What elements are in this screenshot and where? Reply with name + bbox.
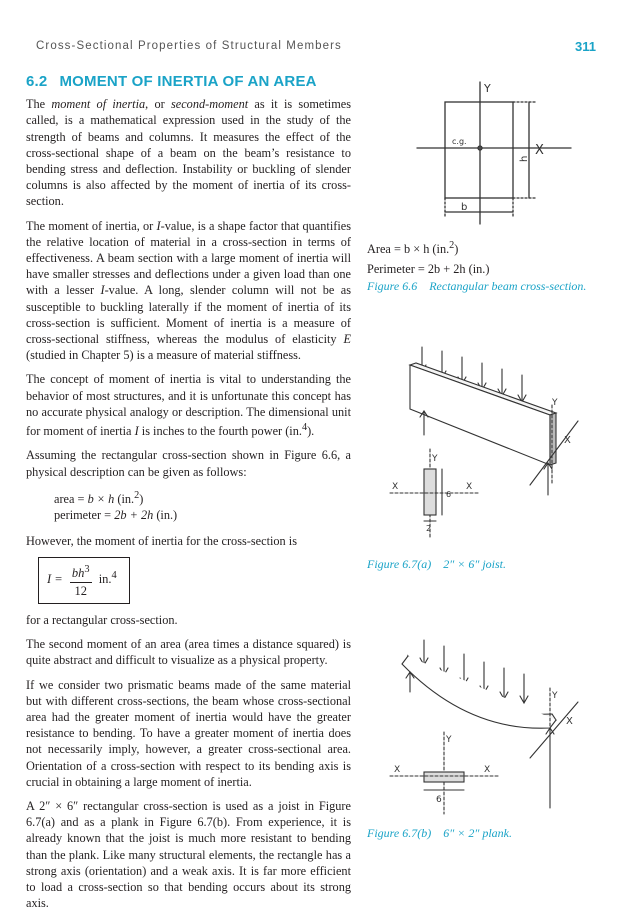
term-e: E	[343, 332, 351, 347]
paragraph-2	[26, 218, 351, 364]
eq-text: )	[139, 491, 144, 506]
paragraph-3	[26, 371, 351, 439]
term-second-moment: second-moment	[170, 97, 249, 112]
fig66-area-line	[367, 236, 489, 259]
formula-unit: in.	[95, 572, 112, 587]
caption-text: 2″ × 6″ joist.	[443, 557, 506, 571]
term-moment-of-inertia: moment of inertia	[51, 97, 146, 112]
text-run: The	[26, 97, 52, 112]
fig66-h-label: h	[519, 155, 530, 162]
body-column	[26, 74, 351, 919]
eq-text: (in.)	[153, 508, 178, 523]
superscript: 2	[449, 240, 455, 251]
fig67a-x-label: X	[392, 482, 399, 492]
text-run: -value. A long, slender column will not be as susceptible to buckling laterally if the moment of inertia of its cross-section is sufficient. Moment of inertia is a measure of cross-sectional stiffness, whereas the modulus of elasticity	[26, 283, 351, 347]
term-i: I	[156, 218, 161, 233]
fig66-area-text: Area = b × h (in.	[367, 242, 450, 257]
caption-text: 6″ × 2″ plank.	[443, 826, 512, 840]
superscript: 2	[134, 489, 140, 501]
paragraph-8: If we consider two prismatic beams made of the same material but with different cross-sections, the beam whose cross-sectional area had the greater moment of inertia would have the greater resistance to bending. To have a greater moment of inertia does not necessarily imply, however, a greater cross-sectional area. Orientation of a cross-section with respect to its bending axis is crucial in obtaining a large moment of inertia.	[26, 677, 351, 789]
eq-text: (in.	[114, 491, 135, 506]
caption-label: Figure 6.7(b)	[367, 826, 432, 840]
caption-label: Figure 6.6	[367, 279, 418, 293]
fig67a-x-label-right: X	[466, 482, 473, 492]
superscript: 4	[111, 570, 117, 582]
text-run: is inches to the fourth power (in.	[138, 424, 302, 439]
formula-lhs: I =	[47, 572, 66, 587]
fig66-cg-label: c.g.	[452, 137, 467, 146]
text-run: The concept of moment of inertia is vital to understanding the behavior of most structures, and it is unfortunate this concept has no accurate physical analogy or description. The dimensional unit for moment of inertia	[26, 372, 351, 439]
fig66-y-label: Y	[484, 82, 491, 95]
section-title-text: MOMENT OF INERTIA OF AN AREA	[59, 73, 317, 90]
fig67a-x-label-end: X	[564, 435, 571, 446]
fig67b-y-label: Y	[446, 735, 452, 745]
fig66-perimeter-line: Perimeter = 2b + 2h (in.)	[367, 262, 490, 277]
paragraph-7: The second moment of an area (area times a distance squared) is quite abstract and difficult to visualize as a physical property.	[26, 637, 351, 668]
running-head: Cross-Sectional Properties of Structural Members	[36, 40, 342, 52]
superscript: 3	[84, 564, 90, 576]
figure-6-6-drawing	[395, 78, 585, 228]
moment-of-inertia-formula	[38, 557, 130, 604]
fig67b-x-label-right: X	[484, 765, 491, 775]
paragraph-4: Assuming the rectangular cross-section shown in Figure 6.6, a physical description can be given as follows:	[26, 448, 351, 479]
paragraph-1	[26, 96, 351, 209]
text-run: , or	[145, 97, 171, 112]
term-i: I	[100, 283, 105, 298]
eq-expr: b × h	[87, 491, 115, 506]
caption-label: Figure 6.7(a)	[367, 557, 432, 571]
fig66-b-label: b	[461, 202, 468, 213]
fig67b-x-label-end: X	[566, 716, 573, 727]
formula-numerator	[70, 562, 92, 582]
section-title	[26, 74, 351, 90]
text-run: The moment of inertia, or	[26, 218, 157, 233]
paragraph-5: However, the moment of inertia for the cross-section is	[26, 534, 297, 549]
figure-6-6-caption	[367, 279, 586, 294]
fig67b-six-label: 6	[436, 795, 442, 805]
eq-text: perimeter =	[54, 508, 115, 523]
fig67b-y-label-end: Y	[552, 691, 558, 701]
fig67b-x-label: X	[394, 765, 401, 775]
fig66-area-close: )	[454, 242, 459, 257]
numerator-text: bh	[71, 566, 85, 581]
fig67a-y-label-end: Y	[552, 398, 558, 408]
text-run: -value, is a shape factor that quantifies the relative location of material in a cross-section in terms of effectiveness. A beam section with a large moment of inertia will have smaller stresses and deflections under a given load than one with a lesser	[26, 218, 351, 298]
superscript: 4	[301, 422, 308, 434]
eq-expr: 2b + 2h	[114, 508, 154, 523]
figure-6-7a-caption	[367, 557, 506, 572]
eq-text: area =	[54, 491, 88, 506]
figure-6-7b-caption	[367, 826, 512, 841]
figure-6-6-equations	[367, 236, 489, 279]
area-equation	[54, 488, 351, 507]
equation-block	[26, 488, 351, 524]
section-number: 6.2	[26, 73, 48, 90]
term-i: I	[134, 424, 139, 439]
text-run: ).	[307, 424, 315, 439]
fig67a-y-label: Y	[432, 454, 438, 464]
page-header	[36, 40, 596, 60]
formula-fraction	[70, 562, 92, 599]
paragraph-6: for a rectangular cross-section.	[26, 613, 178, 628]
paragraph-9: A 2″ × 6″ rectangular cross-section is used as a joist in Figure 6.7(a) and as a plank in Figure 6.7(b). From experience, it is already known that the joist is much more resistant to bending than the plank. Like many structural elements, the rectangle has a strong axis (orientation) and a weak axis. It is far more efficient to load a cross-section so that bending occurs about its strong axis.	[26, 799, 351, 911]
figure-6-7b-drawing	[380, 628, 580, 820]
page-number: 311	[575, 39, 596, 54]
text-run: as it is sometimes called, is a mathematical expression used in the study of the strength of beams and columns. It measures the effect of the cross-sectional shape of a beam on the beam’s resistance to bending stress and deflection. Instability or buckling of slender columns is also affected by the moment of inertia of its cross-section.	[26, 97, 352, 209]
fig66-x-label: X	[535, 143, 544, 158]
perimeter-equation	[54, 507, 351, 523]
figure-6-7a-drawing	[380, 345, 580, 540]
fig67a-two-label: 2	[426, 524, 432, 533]
fig67a-six-label: 6	[446, 490, 452, 499]
formula-denominator: 12	[74, 583, 87, 598]
caption-text: Rectangular beam cross-section.	[429, 279, 587, 293]
text-run: (studied in Chapter 5) is a measure of material stiffness.	[26, 348, 302, 363]
